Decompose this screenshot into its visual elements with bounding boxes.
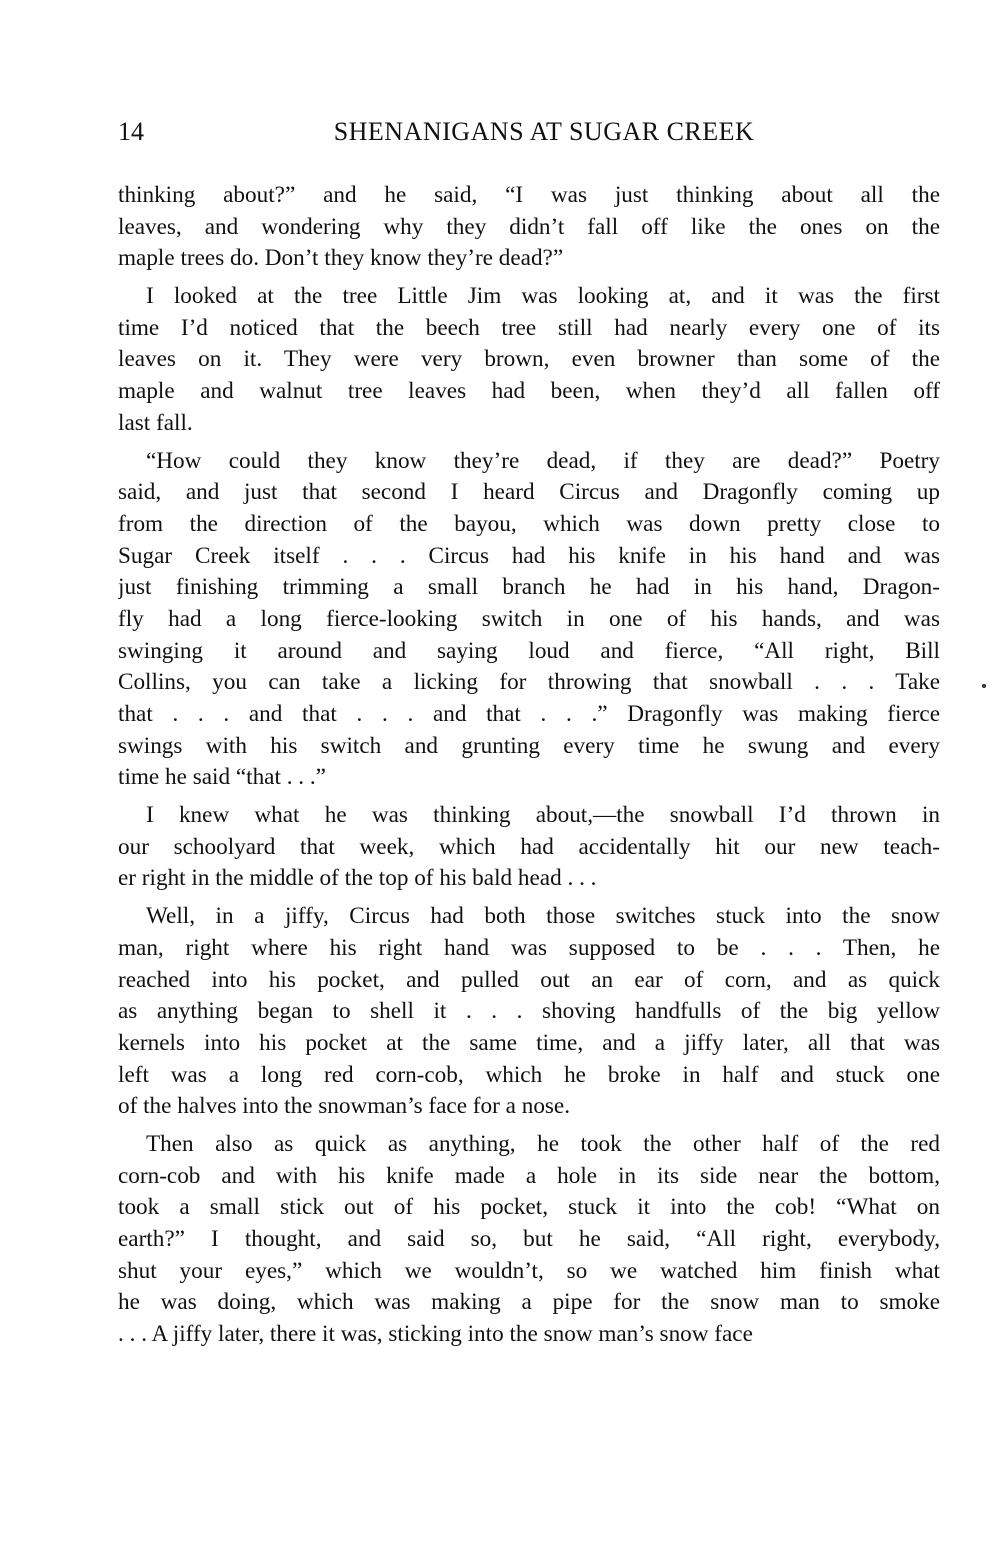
text-line: reached into his pocket, and pulled out an ear of corn, and as quick (118, 966, 940, 993)
text-line: he was doing, which was making a pipe for the snow man to smoke (118, 1289, 940, 1316)
text-line: of the halves into the snowman’s face for a nose. (118, 1093, 571, 1120)
text-line: left was a long red corn-cob, which he broke in half and stuck one (118, 1061, 940, 1088)
text-line: leaves on it. They were very brown, even browner than some of the (118, 346, 940, 373)
text-line: last fall. (118, 409, 193, 436)
text-line: thinking about?” and he said, “I was just thinking about all the (118, 182, 940, 208)
text-line: from the direction of the bayou, which was down pretty close to (118, 510, 940, 537)
book-title: SHENANIGANS AT SUGAR CREEK (333, 117, 755, 146)
paragraph (118, 901, 940, 1123)
paragraph (118, 180, 940, 275)
paragraph (118, 446, 940, 795)
paragraph (118, 1129, 940, 1351)
text-line: as anything began to shell it . . . shoving handfulls of the big yellow (118, 998, 940, 1025)
paragraph (118, 281, 940, 439)
margin-mark (982, 684, 986, 688)
body-text (118, 180, 940, 1351)
text-line: Sugar Creek itself . . . Circus had his knife in his hand and was (118, 542, 940, 569)
text-line: er right in the middle of the top of his bald head . . . (118, 865, 597, 892)
text-line: shut your eyes,” which we wouldn’t, so we watched him finish what (118, 1257, 940, 1284)
text-line: kernels into his pocket at the same time, and a jiffy later, all that was (118, 1029, 940, 1056)
text-line: said, and just that second I heard Circus and Dragonfly coming up (118, 479, 940, 506)
text-line: leaves, and wondering why they didn’t fall off like the ones on the (118, 213, 940, 240)
text-line: . . . A jiffy later, there it was, sticking into the snow man’s snow face (118, 1321, 753, 1348)
text-line: that . . . and that . . . and that . . .” Dragonfly was making fierce (118, 701, 940, 727)
text-line: our schoolyard that week, which had accidentally hit our new teach- (118, 833, 940, 860)
text-line: maple trees do. Don’t they know they’re dead?” (118, 245, 564, 272)
text-line: corn-cob and with his knife made a hole in its side near the bottom, (118, 1162, 940, 1189)
text-line: just finishing trimming a small branch he had in his hand, Dragon- (118, 574, 940, 601)
text-line: fly had a long fierce-looking switch in one of his hands, and was (118, 605, 940, 632)
text-line: “How could they know they’re dead, if they are dead?” Poetry (146, 447, 940, 474)
text-line: time I’d noticed that the beech tree still had nearly every one of its (118, 314, 940, 341)
text-line: earth?” I thought, and said so, but he said, “All right, everybody, (118, 1226, 940, 1252)
text-line: took a small stick out of his pocket, stuck it into the cob! “What on (118, 1194, 940, 1221)
text-line: time he said “that . . .” (118, 764, 326, 791)
running-head (118, 114, 940, 150)
text-line: Then also as quick as anything, he took the other half of the red (146, 1130, 940, 1157)
text-line: Well, in a jiffy, Circus had both those switches stuck into the snow (146, 903, 940, 930)
text-line: swinging it around and saying loud and fierce, “All right, Bill (118, 637, 940, 664)
page-number: 14 (118, 117, 144, 146)
text-line: maple and walnut tree leaves had been, when they’d all fallen off (118, 378, 940, 405)
text-line: swings with his switch and grunting every time he swung and every (118, 732, 940, 759)
text-line: Collins, you can take a licking for throwing that snowball . . . Take (118, 669, 940, 696)
text-line: I knew what he was thinking about,—the snowball I’d thrown in (146, 802, 940, 829)
text-line: I looked at the tree Little Jim was looking at, and it was the first (146, 283, 940, 310)
paragraph (118, 800, 940, 895)
text-line: man, right where his right hand was supposed to be . . . Then, he (118, 934, 940, 961)
